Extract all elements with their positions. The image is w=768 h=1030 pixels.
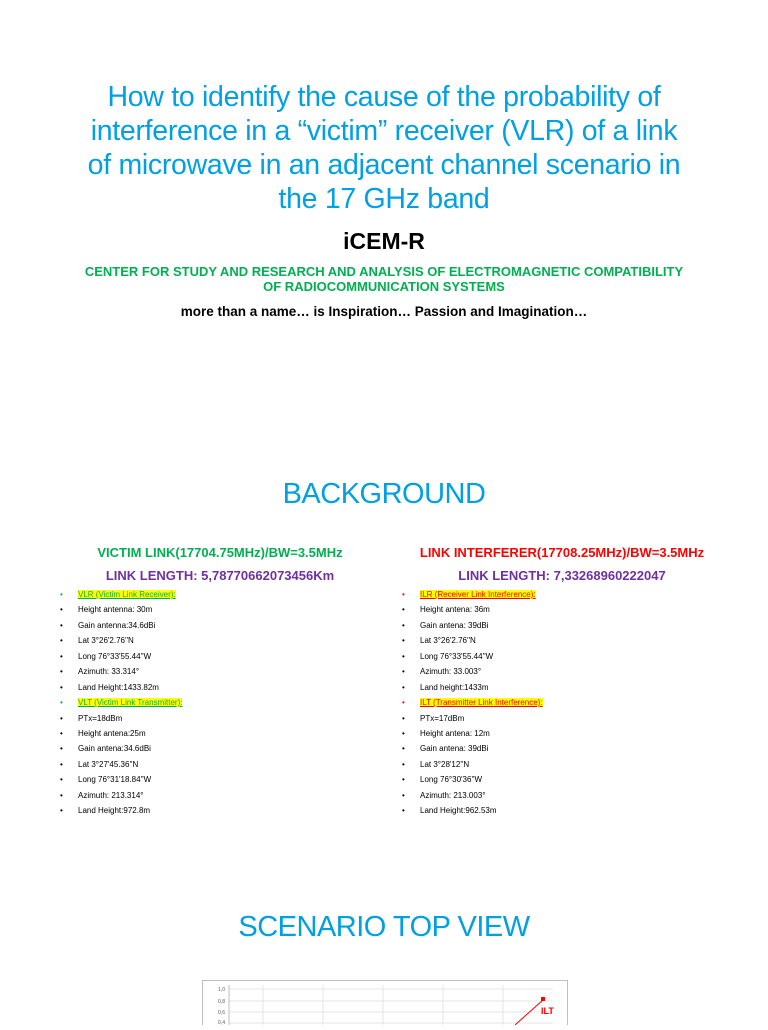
victim-link-length: LINK LENGTH: 5,78770662073456Km [105, 568, 335, 583]
interferer-params-list [392, 587, 732, 819]
vlr-label: VLR (Victim Link Receiver): [78, 590, 176, 599]
y-tick-label: 1,0 [218, 987, 225, 993]
list-item: • Height antena:25m [60, 726, 390, 741]
org-full-name: CENTER FOR STUDY AND RESEARCH AND ANALYSIS OF ELECTROMAGNETIC COMPATIBILITY OF RADIOCOMMUNICATION SYSTEMS [84, 264, 684, 294]
list-item: • PTx=17dBm [402, 711, 732, 726]
interferer-link-length: LINK LENGTH: 7,33268960222047 [458, 568, 666, 583]
list-item [402, 587, 732, 602]
list-item: • Azimuth: 213.314° [60, 788, 390, 803]
ilt-point [541, 997, 545, 1001]
list-item: • Azimuth: 33.003° [402, 664, 732, 679]
list-item: • Height antena: 36m [402, 602, 732, 617]
org-name: iCEM-R [343, 228, 425, 254]
list-item: • Lat 3°26'2.76''N [402, 633, 732, 648]
list-item: • Lat 3°27'45.36''N [60, 757, 390, 772]
main-title: How to identify the cause of the probability of interference in a “victim” receiver (VLR) of a link of microwave in an adjacent channel scenario in the 17 GHz band [87, 81, 681, 215]
list-item: • Gain antenna:34.6dBi [60, 618, 390, 633]
y-tick-label: 0,8 [218, 999, 225, 1005]
victim-link-column [50, 545, 390, 819]
list-item: • Land Height:1433.82m [60, 680, 390, 695]
list-item: • Long 76°31'18.84''W [60, 772, 390, 787]
list-item: • Lat 3°28'12''N [402, 757, 732, 772]
list-item: • Land height:1433m [402, 680, 732, 695]
list-item [402, 695, 732, 710]
interferer-link-heading: LINK INTERFERER(17708.25MHz)/BW=3.5MHz [419, 545, 705, 560]
list-item: • Land Height:962.53m [402, 803, 732, 818]
list-item: • Azimuth: 213.003° [402, 788, 732, 803]
list-item: • Gain antena: 39dBi [402, 618, 732, 633]
victim-params-list [50, 587, 390, 819]
scenario-chart-svg [203, 981, 567, 1025]
tagline: more than a name… is Inspiration… Passion and Imagination… [180, 304, 588, 319]
interferer-link-column [392, 545, 732, 819]
list-item: • Long 76°30'36''W [402, 772, 732, 787]
list-item: • Azimuth: 33.314° [60, 664, 390, 679]
list-item [60, 587, 390, 602]
victim-link-heading: VICTIM LINK(17704.75MHz)/BW=3.5MHz [97, 545, 343, 560]
list-item: • Land Height:972.8m [60, 803, 390, 818]
list-item [60, 695, 390, 710]
list-item: • Gain antena:34.6dBi [60, 741, 390, 756]
list-item: • Long 76°33'55.44''W [402, 649, 732, 664]
y-tick-label: 0,4 [218, 1020, 225, 1025]
scenario-title: SCENARIO TOP VIEW [238, 911, 530, 943]
y-tick-label: 0,6 [218, 1010, 225, 1016]
ilr-label: ILR (Receiver Link Interference): [420, 590, 536, 599]
ilt-label: ILT (Transmitter Link Interference): [420, 698, 543, 708]
vlt-label: VLT (Victim Link Transmitter): [78, 698, 183, 708]
background-title: BACKGROUND [282, 478, 486, 510]
list-item: • Height antena: 12m [402, 726, 732, 741]
list-item: • Lat 3°26'2.76''N [60, 633, 390, 648]
scenario-chart-preview [202, 980, 568, 1025]
list-item: • Long 76°33'55.44''W [60, 649, 390, 664]
ilt-point-label: ILT [541, 1006, 554, 1016]
list-item: • Gain antena: 39dBi [402, 741, 732, 756]
list-item: • Height antenna: 30m [60, 602, 390, 617]
list-item: • PTx=18dBm [60, 711, 390, 726]
